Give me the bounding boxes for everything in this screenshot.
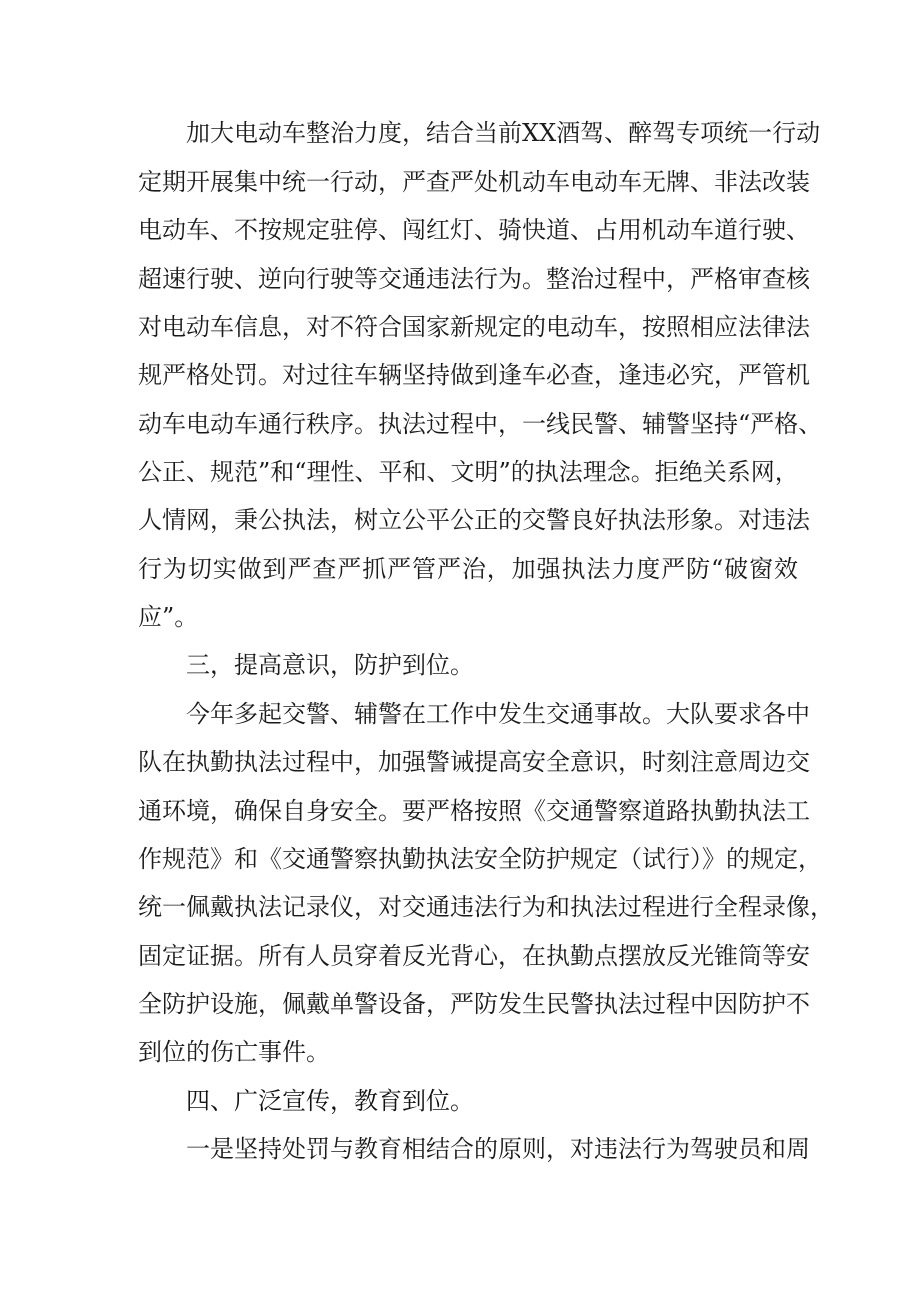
paragraph-line: 动车电动车通行秩序。执法过程中，一线民警、辅警坚持“严格、 xyxy=(138,410,823,438)
paragraph-line: 一是坚持处罚与教育相结合的原则，对违法行为驾驶员和周 xyxy=(186,1135,810,1163)
paragraph-line: 超速行驶、逆向行驶等交通违法行为。整治过程中，严格审查核 xyxy=(138,265,810,293)
paragraph-line: 今年多起交警、辅警在工作中发生交通事故。大队要求各中 xyxy=(186,700,810,728)
paragraph-line: 行为切实做到严查严抓严管严治，加强执法力度严防“破窗效 xyxy=(138,555,798,583)
paragraph-line: 规严格处罚。对过往车辆坚持做到逢车必查，逢违必究，严管机 xyxy=(138,361,810,389)
paragraph-line: 定期开展集中统一行动，严查严处机动车电动车无牌、非法改装 xyxy=(138,168,810,196)
section-four-heading: 四、广泛宣传，教育到位。 xyxy=(186,1087,474,1115)
paragraph-line: 应”。 xyxy=(138,603,199,631)
paragraph-line: 通环境，确保自身安全。要严格按照《交通警察道路执勤执法工 xyxy=(138,797,810,825)
paragraph-line: 全防护设施，佩戴单警设备，严防发生民警执法过程中因防护不 xyxy=(138,990,810,1018)
section-three-heading: 三，提高意识，防护到位。 xyxy=(186,651,474,679)
paragraph-line: 队在执勤执法过程中，加强警诫提高安全意识，时刻注意周边交 xyxy=(138,748,810,776)
paragraph-line: 对电动车信息，对不符合国家新规定的电动车，按照相应法律法 xyxy=(138,313,810,341)
paragraph-line: 加大电动车整治力度，结合当前XX酒驾、醉驾专项统一行动 xyxy=(186,119,821,147)
paragraph-line: 统一佩戴执法记录仪，对交通违法行为和执法过程进行全程录像， xyxy=(138,893,834,921)
paragraph-line: 人情网，秉公执法，树立公平公正的交警良好执法形象。对违法 xyxy=(138,506,810,534)
paragraph-line: 电动车、不按规定驻停、闯红灯、骑快道、占用机动车道行驶、 xyxy=(138,216,810,244)
paragraph-line: 作规范》和《交通警察执勤执法安全防护规定（试行）》的规定， xyxy=(138,845,822,873)
paragraph-line: 公正、规范”和“理性、平和、文明”的执法理念。拒绝关系网， xyxy=(138,458,799,486)
paragraph-line: 到位的伤亡事件。 xyxy=(138,1038,330,1066)
paragraph-line: 固定证据。所有人员穿着反光背心，在执勤点摆放反光锥筒等安 xyxy=(138,942,810,970)
